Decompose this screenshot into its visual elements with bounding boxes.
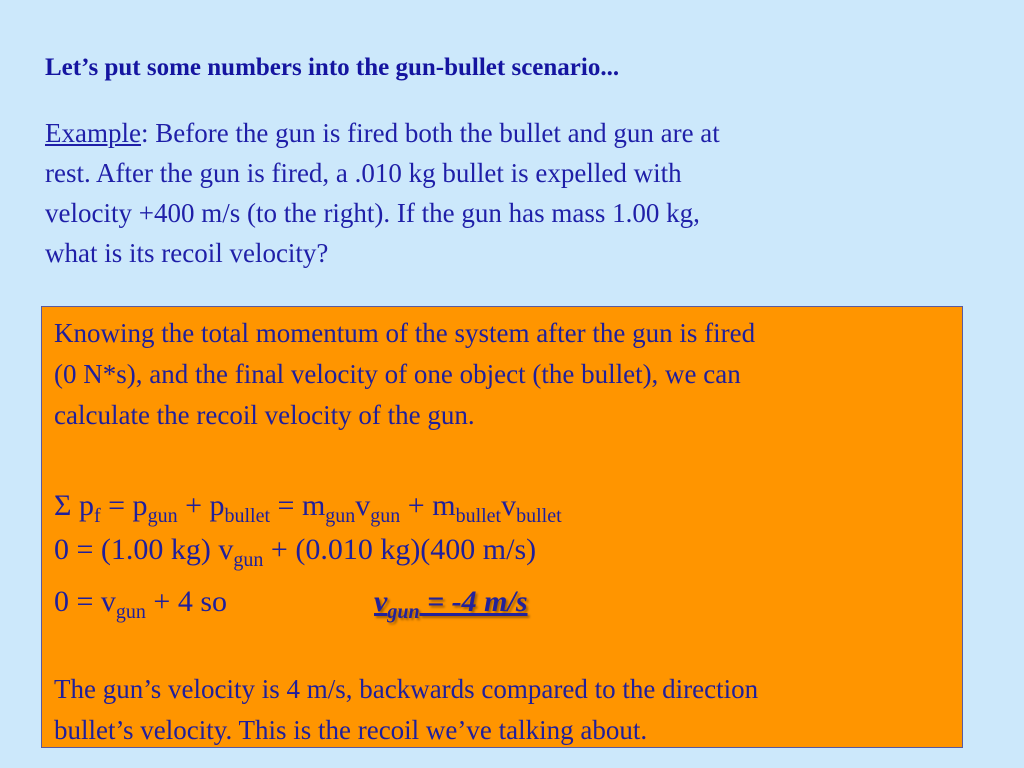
slide-title: Let’s put some numbers into the gun-bullet scenario...: [45, 54, 620, 81]
solution-box: [41, 306, 963, 748]
eq1-sub-f: f: [93, 505, 101, 527]
answer-highlight: [374, 585, 528, 623]
example-line-3: velocity +400 m/s (to the right). If the gun has mass 1.00 kg,: [45, 198, 700, 228]
eq1-sub-bullet-v: bullet: [516, 505, 562, 527]
eq1-sigma: Σ p: [54, 489, 94, 522]
eq3-sub-gun: gun: [115, 601, 146, 623]
answer-value: = -4 m/s: [419, 585, 528, 618]
eq2-right: + (0.010 kg)(400 m/s): [263, 533, 537, 566]
intro-line-2: (0 N*s), and the final velocity of one object (the bullet), we can: [54, 359, 741, 389]
eq1-sub-bullet-m: bullet: [455, 505, 502, 527]
eq1-v2: v: [501, 489, 517, 522]
outro-line-1: The gun’s velocity is 4 m/s, backwards compared to the direction: [54, 674, 759, 704]
example-line-2: rest. After the gun is fired, a .010 kg bullet is expelled with: [45, 158, 682, 188]
eq1-eq-p: = p: [100, 489, 148, 522]
eq1-sub-gun-v: gun: [370, 505, 401, 527]
outro-line-2: bullet’s velocity. This is the recoil we’ve talking about.: [54, 715, 648, 745]
eq1-plus-p: + p: [177, 489, 225, 522]
intro-line-1: Knowing the total momentum of the system after the gun is fired: [54, 318, 756, 348]
answer-v: v: [374, 585, 388, 618]
eq2-sub-gun: gun: [233, 549, 264, 571]
example-line-4: what is its recoil velocity?: [45, 238, 329, 268]
example-label: Example: [45, 118, 141, 148]
eq1-sub-gun-m: gun: [325, 505, 356, 527]
eq3-left: 0 = v: [54, 585, 116, 618]
eq1-plus-m: + m: [400, 489, 456, 522]
substitution-equation: [54, 533, 537, 571]
solve-equation: [54, 585, 528, 623]
eq1-eq-m: = m: [270, 489, 326, 522]
example-paragraph: [45, 113, 945, 273]
momentum-equation: [54, 489, 562, 527]
intro-paragraph: [54, 313, 954, 436]
eq2-left: 0 = (1.00 kg) v: [54, 533, 234, 566]
eq3-right: + 4 so: [145, 585, 228, 618]
conclusion-paragraph: [54, 669, 954, 751]
eq1-sub-gun: gun: [147, 505, 178, 527]
intro-line-3: calculate the recoil velocity of the gun.: [54, 400, 475, 430]
answer-sub-gun: gun: [387, 601, 420, 623]
eq1-v: v: [355, 489, 371, 522]
example-text: : Before the gun is fired both the bullet and gun are at: [140, 118, 720, 148]
example-line-1: [45, 113, 945, 153]
eq1-sub-bullet: bullet: [224, 505, 271, 527]
